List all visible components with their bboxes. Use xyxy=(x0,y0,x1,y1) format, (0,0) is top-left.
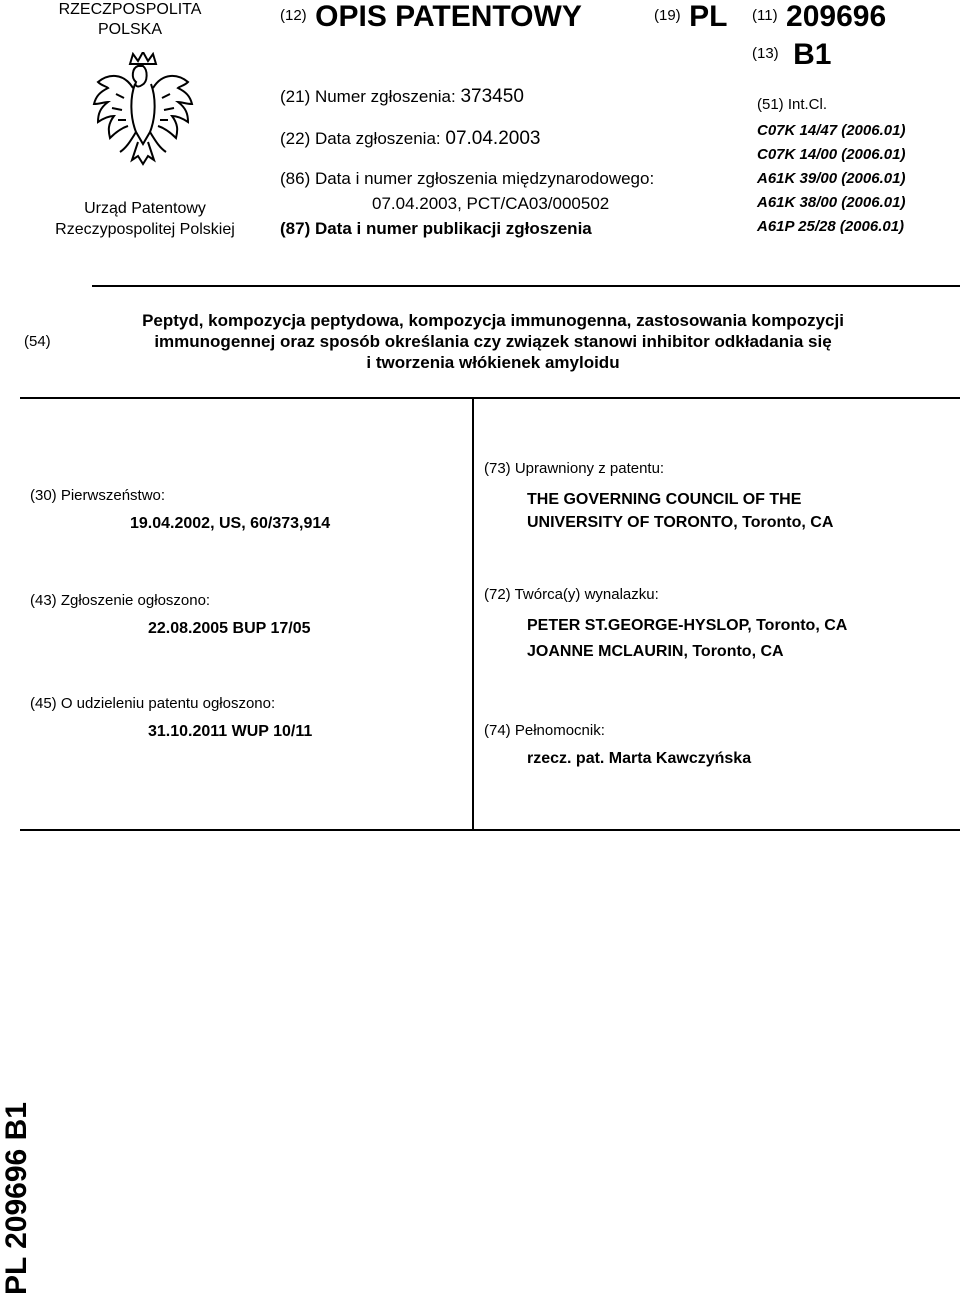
office-country xyxy=(40,0,220,40)
inventor-1: PETER ST.GEORGE-HYSLOP, Toronto, CA xyxy=(527,617,848,634)
classification-codes xyxy=(757,119,905,239)
classification-label: (51) Int.Cl. xyxy=(757,96,828,113)
kind-code: B1 xyxy=(793,38,832,71)
application-number-value: 373450 xyxy=(460,86,524,107)
application-date-value: 07.04.2003 xyxy=(445,128,541,149)
divider xyxy=(92,285,960,287)
office-name-line1: Urząd Patentowy xyxy=(84,200,206,217)
divider xyxy=(20,829,960,831)
country-line1: RZECZPOSPOLITA xyxy=(58,1,202,18)
classification-code: C07K 14/47 (2006.01) xyxy=(757,122,906,139)
invention-title-line1: Peptyd, kompozycja peptydowa, kompozycja immunogenna, zastosowania kompozycji xyxy=(142,311,844,330)
application-date xyxy=(280,128,540,150)
doc-type-title: OPIS PATENTOWY xyxy=(315,0,582,33)
classification-code: A61K 38/00 (2006.01) xyxy=(757,194,906,211)
intl-application-label: (86) Data i numer zgłoszenia międzynarodowego: xyxy=(280,169,655,188)
country-line2: POLSKA xyxy=(97,21,163,38)
title-tag: (54) xyxy=(24,333,51,350)
application-number xyxy=(280,86,524,108)
intl-application-value: 07.04.2003, PCT/CA03/000502 xyxy=(372,194,610,213)
office-name-line2: Rzeczypospolitej Polskiej xyxy=(55,221,235,238)
eagle-emblem-icon xyxy=(88,52,198,182)
kind-code-tag: (13) xyxy=(752,45,779,62)
doc-type-tag: (12) xyxy=(280,7,307,24)
owner-label: (73) Uprawniony z patentu: xyxy=(484,460,665,477)
owner-name xyxy=(527,488,833,534)
kind-code-row xyxy=(752,38,832,72)
owner-line2: UNIVERSITY OF TORONTO, Toronto, CA xyxy=(527,514,834,531)
publication-label: (87) Data i numer publikacji zgłoszenia xyxy=(280,219,592,238)
patent-number: 209696 xyxy=(786,0,887,33)
doc-type-row xyxy=(280,0,582,34)
invention-title-line3: i tworzenia włókienek amyloidu xyxy=(366,353,620,372)
invention-title xyxy=(98,310,888,373)
grant-value: 31.10.2011 WUP 10/11 xyxy=(148,723,313,740)
patent-number-tag: (11) xyxy=(752,7,778,24)
patent-number-row xyxy=(752,0,886,34)
owner-line1: THE GOVERNING COUNCIL OF THE xyxy=(527,491,802,508)
classification-code: A61K 39/00 (2006.01) xyxy=(757,170,906,187)
country-code-tag: (19) xyxy=(654,7,681,24)
application-date-label: (22) Data zgłoszenia: xyxy=(280,129,441,148)
app-pub-label: (43) Zgłoszenie ogłoszono: xyxy=(30,592,211,609)
inventor-label: (72) Twórca(y) wynalazku: xyxy=(484,586,659,603)
application-number-label: (21) Numer zgłoszenia: xyxy=(280,87,456,106)
priority-label: (30) Pierwszeństwo: xyxy=(30,487,166,504)
invention-title-line2: immunogennej oraz sposób określania czy związek stanowi inhibitor odkładania się xyxy=(154,332,832,351)
inventor-2: JOANNE MCLAURIN, Toronto, CA xyxy=(527,643,784,660)
classification-code: C07K 14/00 (2006.01) xyxy=(757,146,906,163)
attorney-name: rzecz. pat. Marta Kawczyńska xyxy=(527,750,752,767)
app-pub-value: 22.08.2005 BUP 17/05 xyxy=(148,620,311,637)
divider xyxy=(20,397,960,399)
side-stamp: PL 209696 B1 xyxy=(0,1102,33,1295)
office-name xyxy=(40,198,250,240)
classification-code: A61P 25/28 (2006.01) xyxy=(757,218,905,235)
column-divider xyxy=(472,397,474,830)
country-code-row xyxy=(654,0,727,34)
priority-value: 19.04.2002, US, 60/373,914 xyxy=(130,515,331,532)
grant-label: (45) O udzieleniu patentu ogłoszono: xyxy=(30,695,276,712)
inventors xyxy=(527,613,847,665)
attorney-label: (74) Pełnomocnik: xyxy=(484,722,605,739)
country-code: PL xyxy=(689,0,728,33)
